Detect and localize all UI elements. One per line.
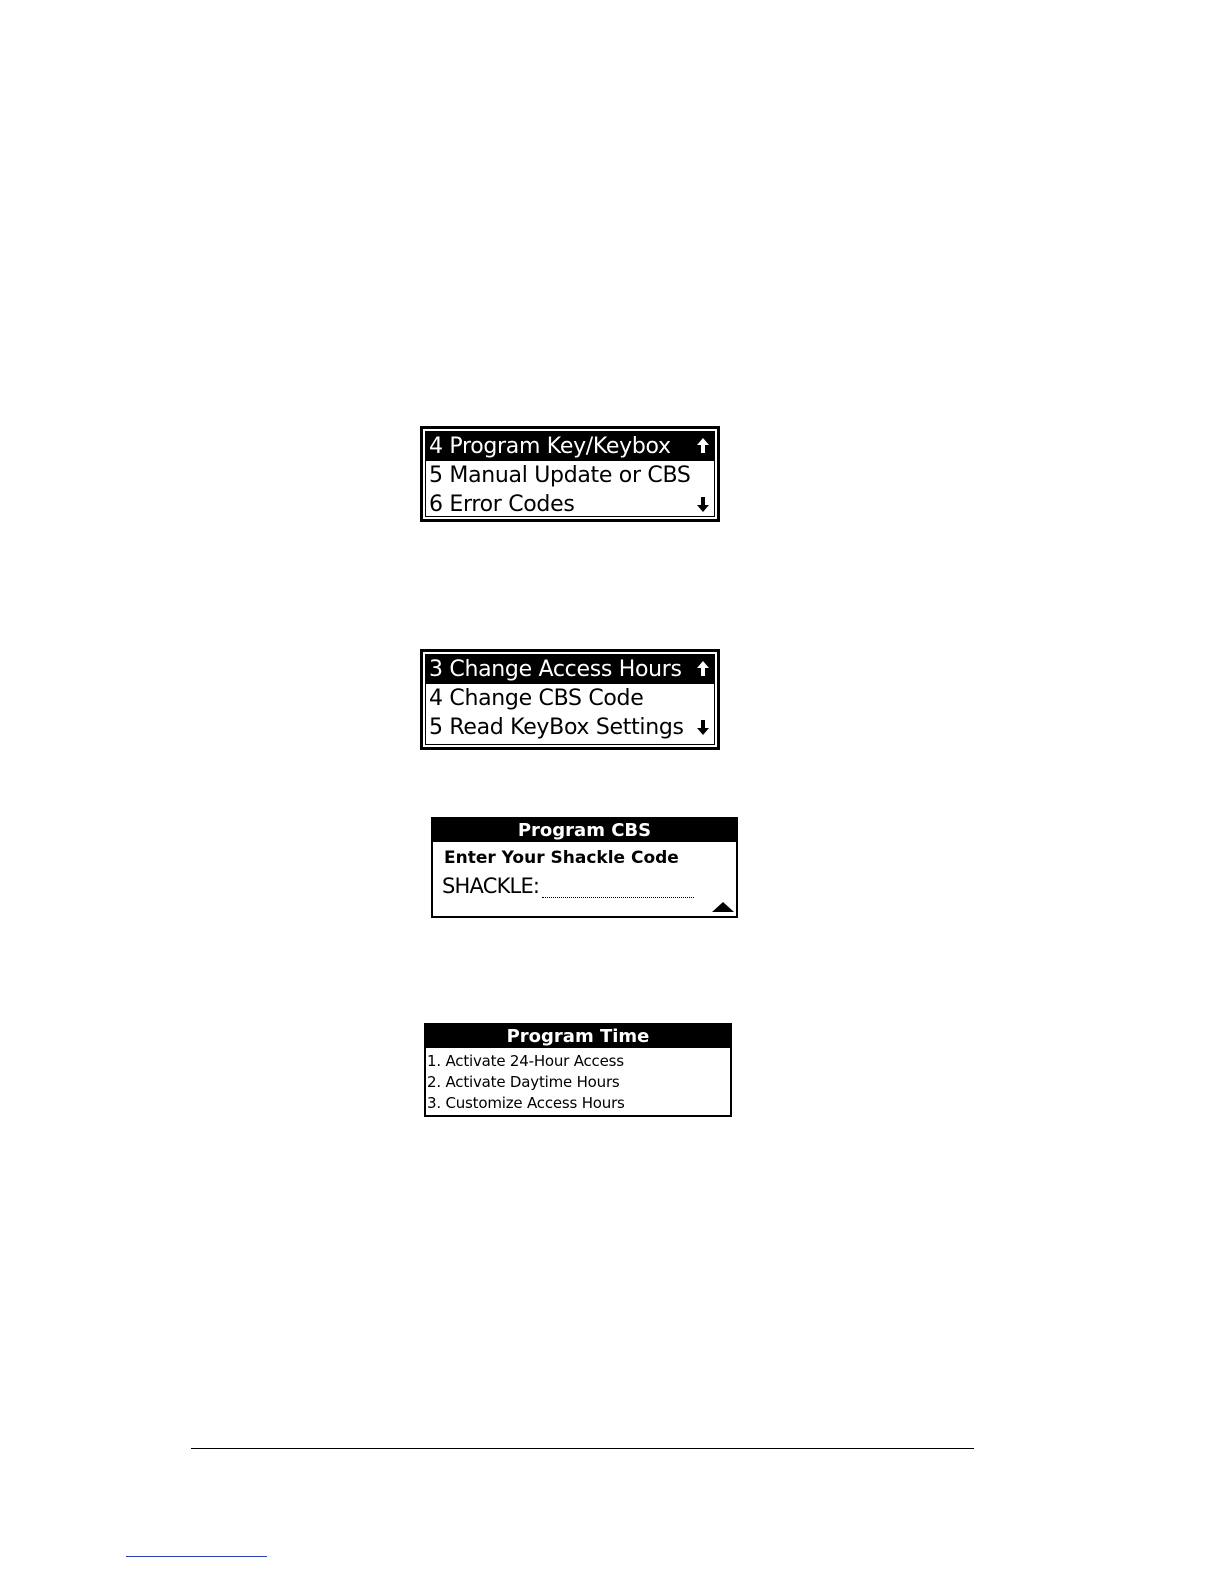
screen-title: Program CBS xyxy=(433,819,736,842)
menu-item-label: 4 Program Key/Keybox xyxy=(429,434,671,459)
option-customize-hours[interactable]: 3. Customize Access Hours xyxy=(427,1094,625,1112)
menu-item-change-cbs-code[interactable] xyxy=(426,684,714,713)
time-options-list xyxy=(426,1048,730,1114)
menu-item-read-keybox-settings[interactable] xyxy=(426,713,714,742)
menu-item-manual-update[interactable] xyxy=(426,461,714,490)
shackle-field-label: SHACKLE: xyxy=(442,874,540,898)
up-arrow-icon[interactable] xyxy=(696,437,710,455)
up-arrow-icon[interactable] xyxy=(696,660,710,678)
program-time-screen xyxy=(424,1023,732,1117)
menu-item-label: 6 Error Codes xyxy=(429,492,575,517)
main-menu-screen xyxy=(420,426,720,522)
screen-title: Program Time xyxy=(426,1025,730,1048)
option-activate-daytime[interactable]: 2. Activate Daytime Hours xyxy=(427,1073,620,1091)
shackle-field-row xyxy=(442,874,694,898)
option-activate-24-hour[interactable]: 1. Activate 24-Hour Access xyxy=(427,1052,624,1070)
down-arrow-icon[interactable] xyxy=(696,718,710,736)
menu-item-label: 4 Change CBS Code xyxy=(429,686,644,711)
program-menu-list xyxy=(425,654,715,745)
program-cbs-screen xyxy=(431,817,738,918)
down-arrow-icon[interactable] xyxy=(696,495,710,513)
menu-item-label: 5 Manual Update or CBS xyxy=(429,463,691,488)
up-triangle-icon[interactable] xyxy=(712,902,734,912)
menu-item-program-key-keybox[interactable] xyxy=(426,432,714,461)
menu-item-error-codes[interactable] xyxy=(426,490,714,519)
shackle-code-prompt: Enter Your Shackle Code xyxy=(444,848,679,868)
program-menu-screen xyxy=(420,649,720,750)
menu-item-label: 5 Read KeyBox Settings xyxy=(429,715,684,740)
menu-item-label: 3 Change Access Hours xyxy=(429,657,682,682)
shackle-code-input[interactable] xyxy=(542,877,694,898)
main-menu-list xyxy=(425,431,715,517)
footer-divider xyxy=(191,1448,974,1449)
menu-item-change-access-hours[interactable] xyxy=(426,655,714,684)
link-underline xyxy=(126,1556,267,1557)
